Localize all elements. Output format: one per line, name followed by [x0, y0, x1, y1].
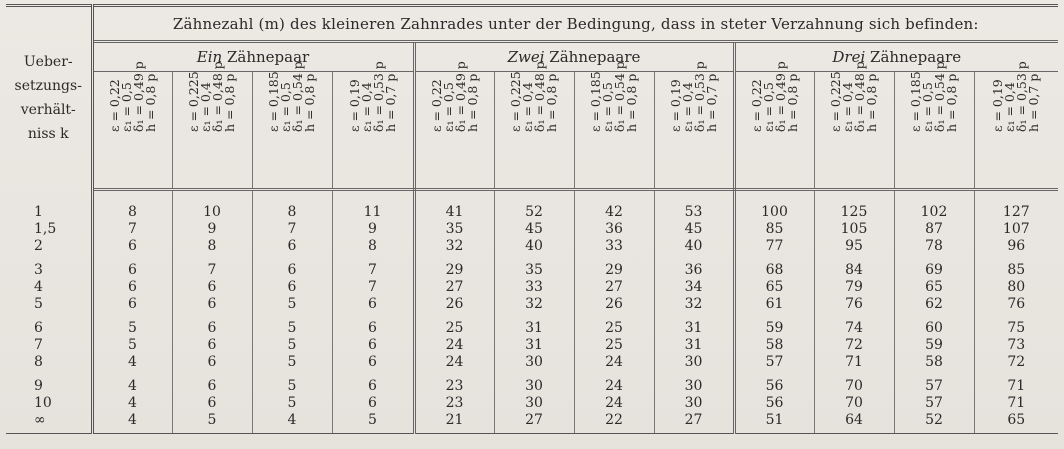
- tooth-count-cell: 8: [252, 204, 332, 221]
- ratio-cell: 3: [6, 262, 92, 279]
- gear-ratio-table: [6, 4, 1058, 434]
- param-header-cell: [734, 61, 814, 190]
- param-line: h = 0,7 p: [1026, 73, 1042, 132]
- tooth-count-cell: 5: [252, 296, 332, 313]
- ratio-cell: 2: [6, 238, 92, 255]
- tooth-count-cell: 36: [574, 221, 654, 238]
- tooth-count-cell: 40: [654, 238, 734, 255]
- tooth-count-cell: 6: [172, 395, 252, 412]
- tooth-count-cell: 72: [1007, 354, 1026, 370]
- param-line: ε₁ = 0,5: [440, 82, 456, 132]
- param-line: δ₁ = 0,49 p: [130, 61, 146, 132]
- tooth-count-cell: 6: [92, 262, 172, 279]
- tooth-count-cell: 61: [734, 296, 814, 313]
- param-line: ε = 0,19: [346, 79, 362, 132]
- tooth-count-cell: 5: [92, 337, 172, 354]
- tooth-count-cell: 52: [494, 204, 574, 221]
- table-row: [6, 337, 1058, 354]
- param-line: δ₁ = 0,53 p: [370, 61, 386, 132]
- tooth-count-cell: 29: [574, 262, 654, 279]
- tooth-count-cell: 6: [92, 279, 172, 296]
- tooth-count-cell: 23: [414, 395, 494, 412]
- tooth-count-cell: 8: [92, 204, 172, 221]
- param-header-cell: [654, 61, 734, 190]
- tooth-count-cell: 85: [1007, 262, 1026, 278]
- tooth-count-cell: 9: [332, 221, 414, 238]
- tooth-count-cell: 27: [494, 412, 574, 429]
- tooth-count-cell: 6: [172, 320, 252, 337]
- tooth-count-cell: 5: [252, 337, 332, 354]
- param-line: h = 0,8 p: [142, 73, 158, 132]
- table-row: [6, 221, 1058, 238]
- tooth-count-cell: 36: [654, 262, 734, 279]
- tooth-count-cell: 56: [734, 395, 814, 412]
- main-header: Zähnezahl (m) des kleineren Zahnrades unter der Bedingung, dass in steter Verzahnung sich befinden:: [92, 6, 1058, 42]
- table-row: [6, 395, 1058, 412]
- param-header-cell: [974, 61, 1058, 190]
- tooth-count-cell: 24: [574, 378, 654, 395]
- tooth-count-cell: 62: [894, 296, 974, 313]
- param-line: ε₁ = 0,4: [840, 82, 855, 132]
- tooth-count-cell: 77: [734, 238, 814, 255]
- ratio-cell: ∞: [6, 412, 92, 429]
- param-line: h = 0,8 p: [624, 73, 639, 132]
- tooth-count-cell: 25: [574, 337, 654, 354]
- k-header-line-4: niss k: [27, 126, 69, 143]
- tooth-count-cell: 33: [574, 238, 654, 255]
- param-header-cell: [814, 61, 894, 190]
- ratio-cell: 4: [6, 279, 92, 296]
- ratio-cell: 1: [6, 204, 92, 221]
- param-header-cell: [414, 61, 494, 190]
- param-line: ε = 0,225: [828, 71, 843, 132]
- table-row: [6, 378, 1058, 395]
- tooth-count-cell: 8: [332, 238, 414, 255]
- param-line: h = 0,8 p: [302, 73, 317, 132]
- table-row: [6, 412, 1058, 429]
- tooth-count-cell: 76: [1007, 296, 1026, 312]
- tooth-count-cell: 25: [414, 320, 494, 337]
- tooth-count-cell: 25: [574, 320, 654, 337]
- ratio-cell: 10: [6, 395, 92, 412]
- tooth-count-cell: 10: [172, 204, 252, 221]
- tooth-count-cell: 40: [494, 238, 574, 255]
- tooth-count-cell: 5: [172, 412, 252, 429]
- tooth-count-cell: 107: [1002, 221, 1030, 237]
- tooth-count-cell: 6: [172, 354, 252, 371]
- tooth-count-cell: 71: [814, 354, 894, 371]
- tooth-count-cell: 6: [252, 279, 332, 296]
- tooth-count-cell: 76: [814, 296, 894, 313]
- param-line: δ₁ = 0,53 p: [691, 61, 707, 132]
- tooth-count-cell: 24: [574, 354, 654, 371]
- tooth-count-cell: 127: [1002, 204, 1030, 220]
- tooth-count-cell: 24: [574, 395, 654, 412]
- table-row: [6, 262, 1058, 279]
- tooth-count-cell: 6: [92, 296, 172, 313]
- tooth-count-cell: 23: [414, 378, 494, 395]
- tooth-count-cell: 26: [574, 296, 654, 313]
- param-header-cell: [92, 61, 172, 190]
- ratio-cell: 8: [6, 354, 92, 371]
- param-line: ε = 0,225: [186, 71, 201, 132]
- tooth-count-cell: 102: [894, 204, 974, 221]
- group-header-ein: Ein Zähnepaar: [92, 42, 414, 72]
- tooth-count-cell: 6: [332, 320, 414, 337]
- tooth-count-cell: 41: [414, 204, 494, 221]
- param-line: ε₁ = 0,5: [278, 82, 293, 132]
- tooth-count-cell: 78: [894, 238, 974, 255]
- param-line: ε = 0,22: [748, 79, 764, 132]
- tooth-count-cell: 4: [252, 412, 332, 429]
- tooth-count-cell: 26: [414, 296, 494, 313]
- tooth-count-cell: 73: [1007, 337, 1026, 353]
- param-line: ε = 0,22: [106, 79, 122, 132]
- param-line: ε₁ = 0,4: [198, 82, 213, 132]
- param-header-cell: [332, 61, 414, 190]
- param-line: ε₁ = 0,4: [679, 82, 695, 132]
- param-line: ε₁ = 0,4: [1002, 82, 1018, 132]
- k-header-line-1: Ueber-: [23, 54, 73, 71]
- table-row: [6, 354, 1058, 371]
- ratio-cell: 6: [6, 320, 92, 337]
- tooth-count-cell: 96: [1007, 238, 1026, 254]
- param-line: h = 0,8 p: [784, 73, 800, 132]
- table-row: [6, 204, 1058, 221]
- param-line: ε = 0,225: [508, 71, 523, 132]
- tooth-count-cell: 42: [574, 204, 654, 221]
- table-row: [6, 238, 1058, 255]
- tooth-count-cell: 60: [894, 320, 974, 337]
- param-line: δ₁ = 0,48 p: [532, 61, 547, 132]
- param-header-cell: [894, 61, 974, 190]
- tooth-count-cell: 74: [814, 320, 894, 337]
- tooth-count-cell: 30: [654, 354, 734, 371]
- param-line: ε = 0,185: [588, 71, 603, 132]
- tooth-count-cell: 80: [1007, 279, 1026, 295]
- tooth-count-cell: 5: [252, 320, 332, 337]
- ratio-cell: 1,5: [6, 221, 92, 238]
- tooth-count-cell: 5: [252, 354, 332, 371]
- tooth-count-cell: 6: [332, 378, 414, 395]
- k-header-line-2: setzungs-: [14, 78, 82, 95]
- tooth-count-cell: 29: [414, 262, 494, 279]
- tooth-count-cell: 4: [92, 354, 172, 371]
- tooth-count-cell: 7: [92, 221, 172, 238]
- tooth-count-cell: 4: [92, 378, 172, 395]
- tooth-count-cell: 70: [814, 395, 894, 412]
- param-line: δ₁ = 0,49 p: [772, 61, 788, 132]
- tooth-count-cell: 21: [414, 412, 494, 429]
- tooth-count-cell: 27: [654, 412, 734, 429]
- tooth-count-cell: 35: [494, 262, 574, 279]
- param-line: δ₁ = 0,48 p: [852, 61, 867, 132]
- tooth-count-cell: 125: [814, 204, 894, 221]
- tooth-count-cell: 45: [494, 221, 574, 238]
- tooth-count-cell: 100: [734, 204, 814, 221]
- tooth-count-cell: 34: [654, 279, 734, 296]
- param-line: ε₁ = 0,5: [920, 82, 935, 132]
- param-header-cell: [252, 61, 332, 190]
- param-line: δ₁ = 0,49 p: [452, 61, 468, 132]
- tooth-count-cell: 53: [654, 204, 734, 221]
- param-line: δ₁ = 0,54 p: [612, 61, 627, 132]
- tooth-count-cell: 22: [574, 412, 654, 429]
- tooth-count-cell: 6: [252, 262, 332, 279]
- param-line: h = 0,8 p: [464, 73, 480, 132]
- table-row: [6, 279, 1058, 296]
- tooth-count-cell: 11: [332, 204, 414, 221]
- tooth-count-cell: 70: [814, 378, 894, 395]
- param-line: h = 0,8 p: [864, 73, 879, 132]
- tooth-count-cell: 52: [894, 412, 974, 429]
- tooth-count-cell: 6: [332, 354, 414, 371]
- param-header-cell: [494, 61, 574, 190]
- tooth-count-cell: 64: [814, 412, 894, 429]
- tooth-count-cell: 30: [494, 354, 574, 371]
- tooth-count-cell: 5: [252, 378, 332, 395]
- tooth-count-cell: 7: [332, 279, 414, 296]
- param-line: δ₁ = 0,54 p: [932, 61, 947, 132]
- param-line: ε = 0,19: [990, 79, 1006, 132]
- param-header-cell: [574, 61, 654, 190]
- tooth-count-cell: 24: [414, 354, 494, 371]
- tooth-count-cell: 4: [92, 395, 172, 412]
- tooth-count-cell: 59: [734, 320, 814, 337]
- tooth-count-cell: 69: [894, 262, 974, 279]
- tooth-count-cell: 6: [172, 378, 252, 395]
- param-line: δ₁ = 0,54 p: [290, 61, 305, 132]
- tooth-count-cell: 30: [494, 395, 574, 412]
- param-line: h = 0,8 p: [944, 73, 959, 132]
- ratio-cell: 5: [6, 296, 92, 313]
- tooth-count-cell: 57: [894, 395, 974, 412]
- param-line: ε = 0,19: [667, 79, 683, 132]
- param-line: δ₁ = 0,53 p: [1014, 61, 1030, 132]
- tooth-count-cell: 45: [654, 221, 734, 238]
- tooth-count-cell: 9: [172, 221, 252, 238]
- tooth-count-cell: 5: [252, 395, 332, 412]
- tooth-count-cell: 87: [894, 221, 974, 238]
- tooth-count-cell: 56: [734, 378, 814, 395]
- tooth-count-cell: 6: [252, 238, 332, 255]
- tooth-count-cell: 27: [574, 279, 654, 296]
- tooth-count-cell: 31: [494, 337, 574, 354]
- tooth-count-cell: 71: [1007, 378, 1026, 394]
- tooth-count-cell: 71: [1007, 395, 1026, 411]
- tooth-count-cell: 7: [252, 221, 332, 238]
- tooth-count-cell: 5: [92, 320, 172, 337]
- tooth-count-cell: 57: [734, 354, 814, 371]
- tooth-count-cell: 58: [894, 354, 974, 371]
- tooth-count-cell: 6: [332, 395, 414, 412]
- tooth-count-cell: 6: [92, 238, 172, 255]
- param-line: ε = 0,185: [908, 71, 923, 132]
- param-line: h = 0,7 p: [703, 73, 719, 132]
- tooth-count-cell: 105: [814, 221, 894, 238]
- tooth-count-cell: 32: [414, 238, 494, 255]
- tooth-count-cell: 31: [654, 337, 734, 354]
- tooth-count-cell: 33: [494, 279, 574, 296]
- param-line: δ₁ = 0,48 p: [210, 61, 225, 132]
- group-header-zwei: Zwei Zähnepaare: [414, 42, 734, 72]
- param-line: ε₁ = 0,5: [118, 82, 134, 132]
- param-line: ε₁ = 0,4: [520, 82, 535, 132]
- tooth-count-cell: 51: [734, 412, 814, 429]
- tooth-count-cell: 6: [172, 337, 252, 354]
- tooth-count-cell: 72: [814, 337, 894, 354]
- tooth-count-cell: 30: [654, 378, 734, 395]
- tooth-count-cell: 6: [332, 296, 414, 313]
- tooth-count-cell: 32: [494, 296, 574, 313]
- param-line: ε = 0,185: [266, 71, 281, 132]
- param-line: ε = 0,22: [428, 79, 444, 132]
- tooth-count-cell: 75: [1007, 320, 1026, 336]
- table-row: [6, 296, 1058, 313]
- tooth-count-cell: 4: [92, 412, 172, 429]
- group-header-drei: Drei Zähnepaare: [734, 42, 1058, 72]
- tooth-count-cell: 85: [734, 221, 814, 238]
- param-line: h = 0,8 p: [544, 73, 559, 132]
- tooth-count-cell: 6: [172, 296, 252, 313]
- ratio-cell: 7: [6, 337, 92, 354]
- tooth-count-cell: 68: [734, 262, 814, 279]
- param-header-cell: [172, 61, 252, 190]
- tooth-count-cell: 32: [654, 296, 734, 313]
- tooth-count-cell: 57: [894, 378, 974, 395]
- param-line: ε₁ = 0,4: [358, 82, 374, 132]
- tooth-count-cell: 65: [894, 279, 974, 296]
- k-header-line-3: verhält-: [20, 102, 76, 119]
- tooth-count-cell: 27: [414, 279, 494, 296]
- tooth-count-cell: 30: [494, 378, 574, 395]
- k-column-header: [6, 6, 92, 190]
- tooth-count-cell: 65: [734, 279, 814, 296]
- param-line: ε₁ = 0,5: [760, 82, 776, 132]
- tooth-count-cell: 58: [734, 337, 814, 354]
- tooth-count-cell: 6: [172, 279, 252, 296]
- tooth-count-cell: 65: [1007, 412, 1026, 428]
- tooth-count-cell: 31: [494, 320, 574, 337]
- tooth-count-cell: 95: [814, 238, 894, 255]
- param-line: ε₁ = 0,5: [600, 82, 615, 132]
- tooth-count-cell: 84: [814, 262, 894, 279]
- tooth-count-cell: 5: [332, 412, 414, 429]
- tooth-count-cell: 8: [172, 238, 252, 255]
- tooth-count-cell: 7: [172, 262, 252, 279]
- table-row: [6, 320, 1058, 337]
- ratio-cell: 9: [6, 378, 92, 395]
- tooth-count-cell: 31: [654, 320, 734, 337]
- tooth-count-cell: 24: [414, 337, 494, 354]
- tooth-count-cell: 35: [414, 221, 494, 238]
- tooth-count-cell: 59: [894, 337, 974, 354]
- tooth-count-cell: 6: [332, 337, 414, 354]
- tooth-count-cell: 79: [814, 279, 894, 296]
- param-line: h = 0,7 p: [382, 73, 398, 132]
- param-line: h = 0,8 p: [222, 73, 237, 132]
- tooth-count-cell: 7: [332, 262, 414, 279]
- tooth-count-cell: 30: [654, 395, 734, 412]
